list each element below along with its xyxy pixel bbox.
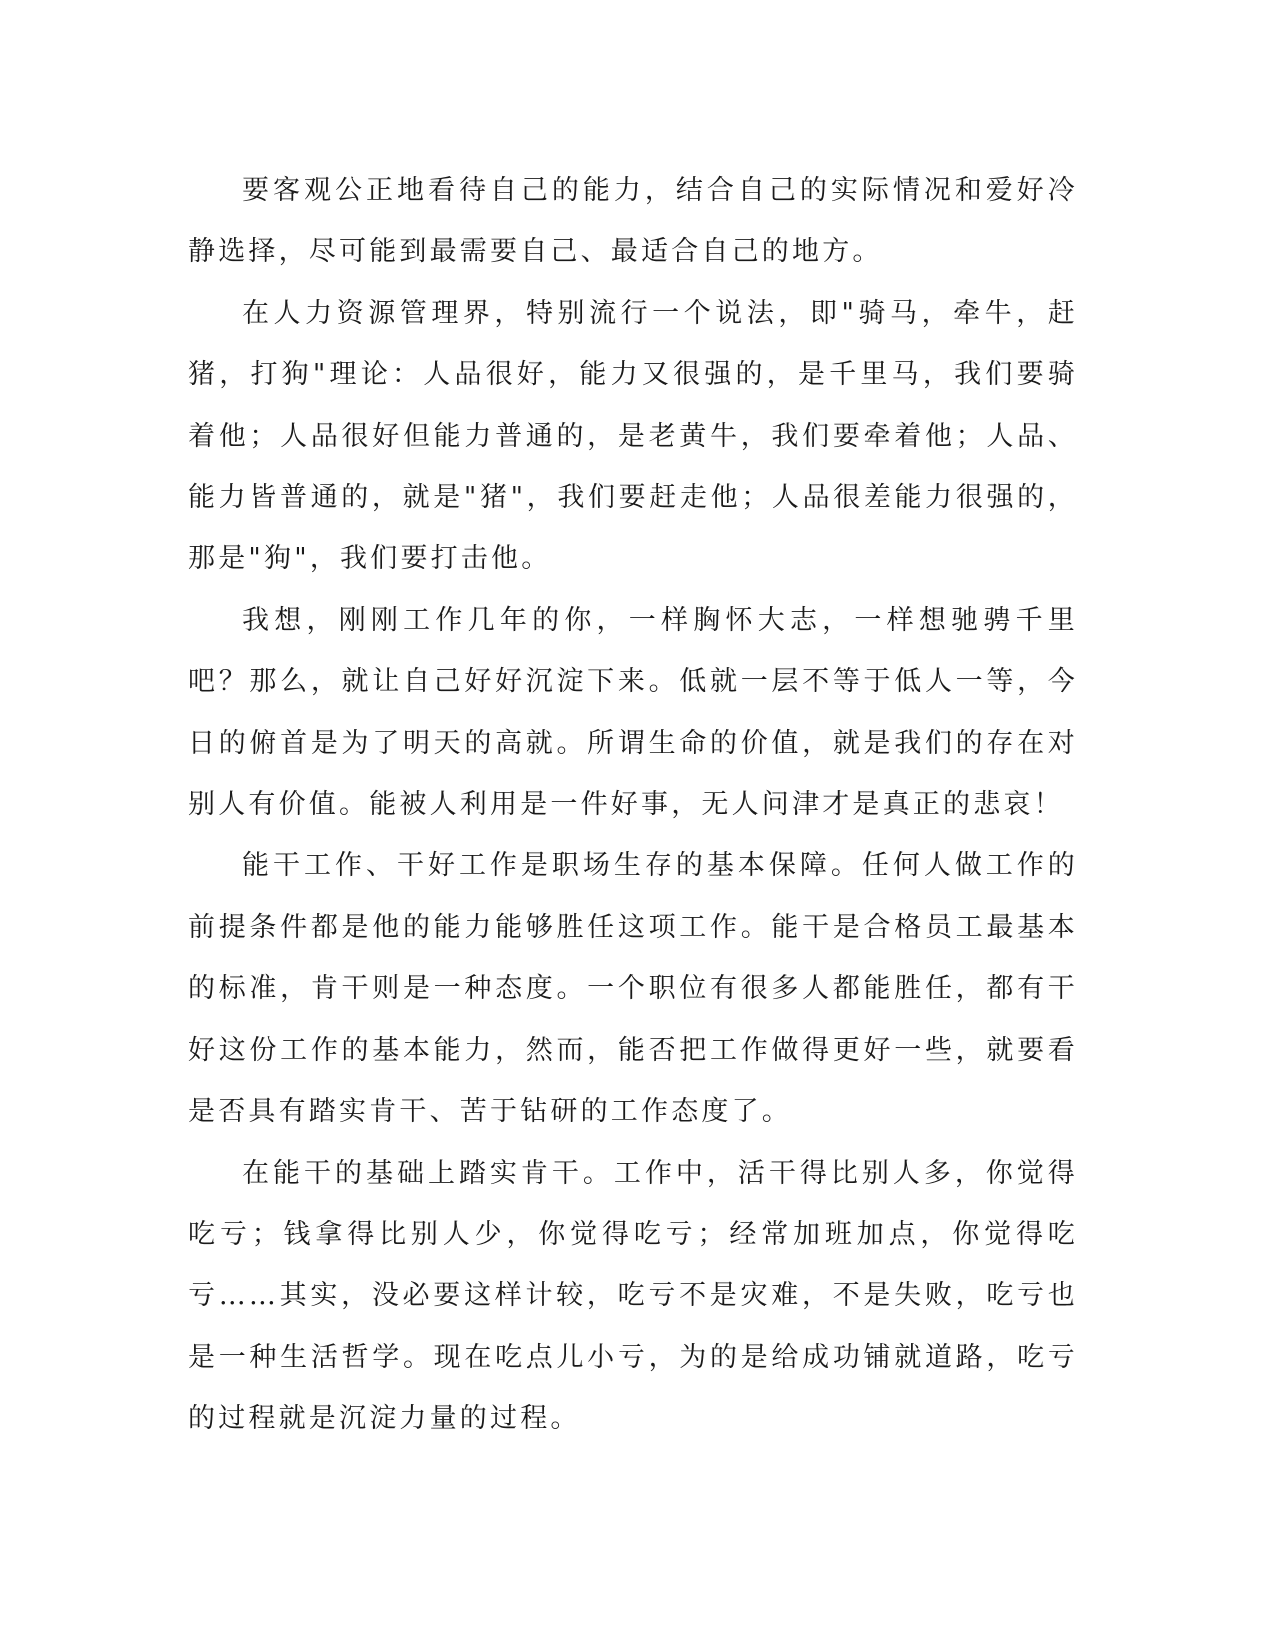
paragraph-2: 在人力资源管理界，特别流行一个说法，即"骑马，牵牛，赶猪，打狗"理论：人品很好，能力又很强的，是千里马，我们要骑着他；人品很好但能力普通的，是老黄牛，我们要牵着他；人品、能力皆普通的，就是"猪"，我们要赶走他；人品很差能力很强的，那是"狗"，我们要打击他。 (188, 297, 1078, 575)
paragraph-4: 能干工作、干好工作是职场生存的基本保障。任何人做工作的前提条件都是他的能力能够胜任这项工作。能干是合格员工最基本的标准，肯干则是一种态度。一个职位有很多人都能胜任，都有干好这份工作的基本能力，然而，能否把工作做得更好一些，就要看是否具有踏实肯干、苦于钻研的工作态度了。 (188, 850, 1078, 1128)
paragraph-3: 我想，刚刚工作几年的你，一样胸怀大志，一样想驰骋千里吧？那么，就让自己好好沉淀下来。低就一层不等于低人一等，今日的俯首是为了明天的高就。所谓生命的价值，就是我们的存在对别人有价值。能被人利用是一件好事，无人问津才是真正的悲哀！ (188, 604, 1078, 821)
paragraph-5: 在能干的基础上踏实肯干。工作中，活干得比别人多，你觉得吃亏；钱拿得比别人少，你觉得吃亏；经常加班加点，你觉得吃亏……其实，没必要这样计较，吃亏不是灾难，不是失败，吃亏也是一种生活哲学。现在吃点儿小亏，为的是给成功铺就道路，吃亏的过程就是沉淀力量的过程。 (188, 1157, 1078, 1435)
paragraph-1: 要客观公正地看待自己的能力，结合自己的实际情况和爱好冷静选择，尽可能到最需要自己、最适合自己的地方。 (188, 175, 1078, 268)
document-body (188, 160, 1078, 1450)
